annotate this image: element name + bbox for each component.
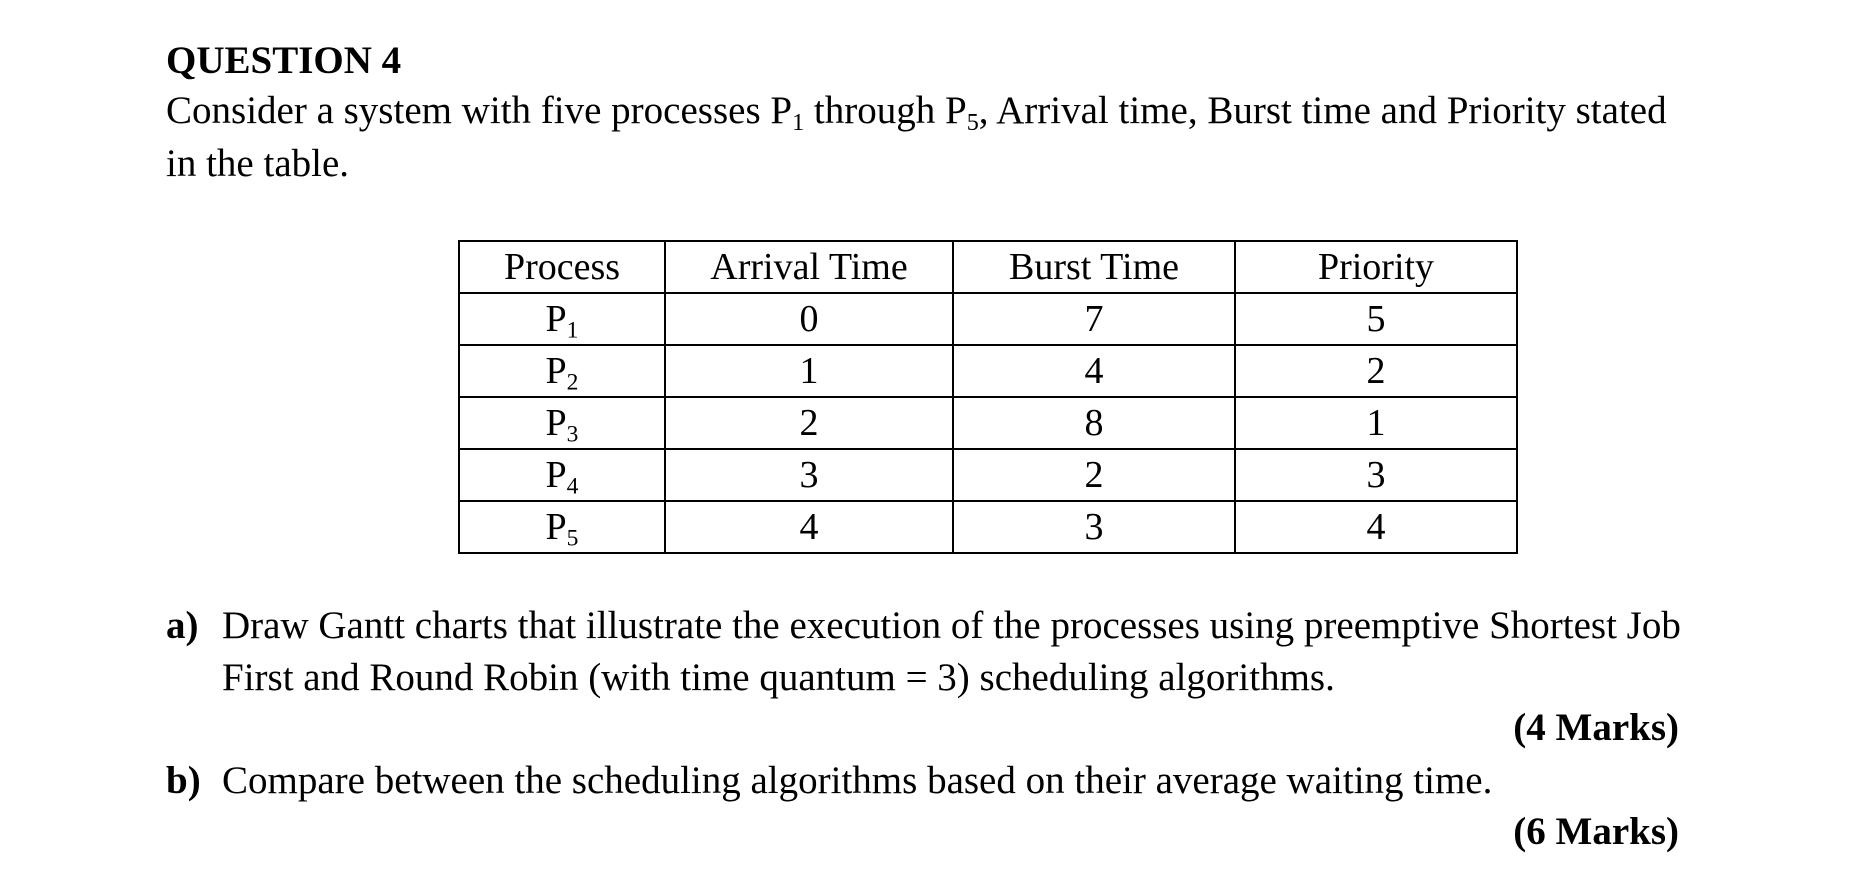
cell-process: $P_1$ xyxy=(459,293,665,345)
cell-arrival: 1 xyxy=(665,345,953,397)
cell-priority: 2 xyxy=(1235,345,1517,397)
cell-arrival: 3 xyxy=(665,449,953,501)
cell-priority: 5 xyxy=(1235,293,1517,345)
table-row xyxy=(459,345,1517,397)
cell-arrival: 2 xyxy=(665,397,953,449)
cell-burst: 7 xyxy=(953,293,1235,345)
table-row xyxy=(459,293,1517,345)
header-burst-time: Burst Time xyxy=(953,241,1235,293)
cell-burst: 8 xyxy=(953,397,1235,449)
cell-process: $P_4$ xyxy=(459,449,665,501)
question-heading: QUESTION 4 xyxy=(166,39,402,82)
header-process: Process xyxy=(459,241,665,293)
part-a-text: Draw Gantt charts that illustrate the execution of the processes using preemptive Shortest Job First and Round Robin (with time quantum = 3) scheduling algorithms. xyxy=(222,604,1681,699)
part-b-text: Compare between the scheduling algorithms based on their average waiting time. xyxy=(222,759,1493,802)
cell-priority: 3 xyxy=(1235,449,1517,501)
part-a-label: a) xyxy=(166,604,199,647)
cell-burst: 4 xyxy=(953,345,1235,397)
header-arrival-time: Arrival Time xyxy=(665,241,953,293)
intro-line-2: in the table. xyxy=(166,142,350,185)
table-row xyxy=(459,397,1517,449)
cell-process: $P_2$ xyxy=(459,345,665,397)
intro-line-1: Consider a system with five processes $P_1$ through $P_5$, Arrival time, Burst time and Priority stated xyxy=(166,89,1667,136)
table-row xyxy=(459,501,1517,553)
header-priority: Priority xyxy=(1235,241,1517,293)
cell-burst: 3 xyxy=(953,501,1235,553)
table-row xyxy=(459,449,1517,501)
table-header-row xyxy=(459,241,1517,293)
question-intro xyxy=(166,84,1686,190)
cell-process: $P_3$ xyxy=(459,397,665,449)
cell-arrival: 4 xyxy=(665,501,953,553)
part-b-marks: (6 Marks) xyxy=(1513,810,1679,853)
cell-priority: 1 xyxy=(1235,397,1517,449)
cell-process: $P_5$ xyxy=(459,501,665,553)
cell-arrival: 0 xyxy=(665,293,953,345)
part-a-marks: (4 Marks) xyxy=(1513,706,1679,749)
process-table xyxy=(458,240,1518,554)
cell-priority: 4 xyxy=(1235,501,1517,553)
cell-burst: 2 xyxy=(953,449,1235,501)
part-b-label: b) xyxy=(166,759,201,802)
